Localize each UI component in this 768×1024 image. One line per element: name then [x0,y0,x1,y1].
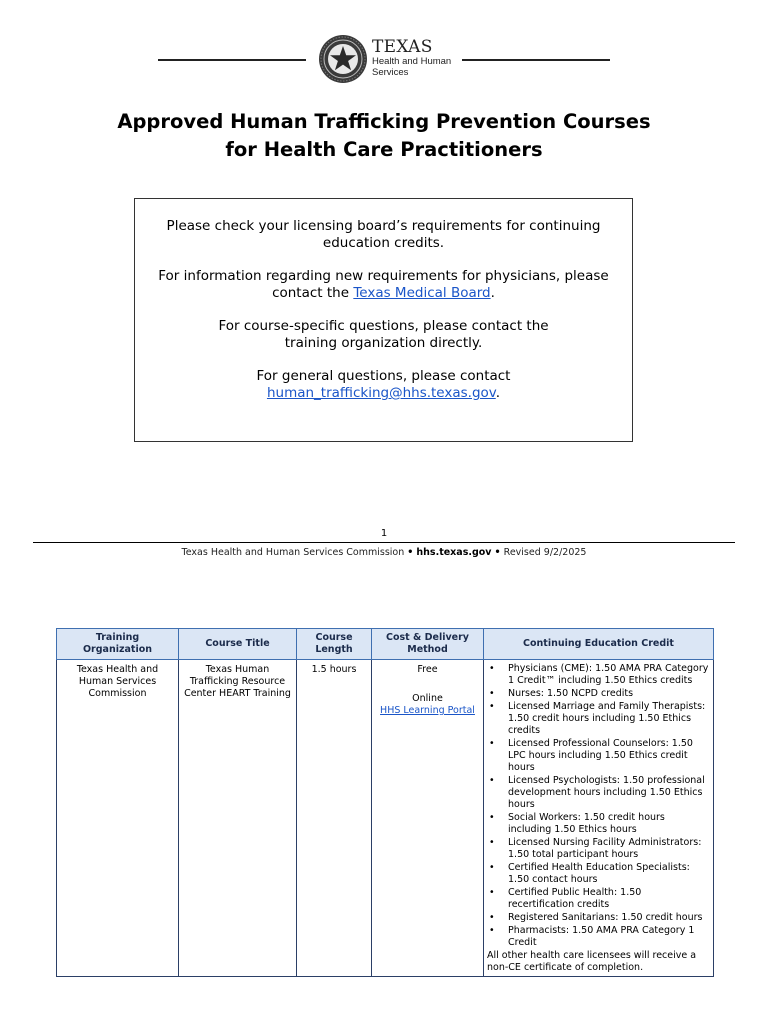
agency-logo [0,32,768,88]
header-course-length: Course Length [297,629,372,660]
texas-medical-board-link[interactable]: Texas Medical Board [353,285,491,301]
list-item: • Licensed Psychologists: 1.50 professional development hours including 1.50 Ethics hours [487,775,710,811]
info-course-note: For course-specific questions, please contact the training organization directly. [218,318,549,351]
footer-rule [33,542,735,543]
delivery-method: Online [412,693,443,704]
logo-wordmark [372,38,451,78]
texas-seal-icon [318,34,368,84]
table-header-row [57,629,714,660]
header-cost-delivery: Cost & Delivery Method [372,629,484,660]
list-item: • Physicians (CME): 1.50 AMA PRA Category 1 Credit™ including 1.50 Ethics credits [487,663,710,687]
logo-state: TEXAS [372,37,433,57]
list-item: • Nurses: 1.50 NCPD credits [487,688,710,700]
info-licensing-note: Please check your licensing board’s requirements for continuing education credits. [166,218,601,251]
list-item: • Registered Sanitarians: 1.50 credit hours [487,912,710,924]
cost-value: Free [417,664,438,675]
cell-organization: Texas Health and Human Services Commission [57,660,179,977]
footer-site: hhs.texas.gov [416,547,492,558]
logo-agency-line1: Health and Human [372,56,452,67]
page-footer: Texas Health and Human Services Commission • hhs.texas.gov • Revised 9/2/2025 [181,547,587,558]
table-row [57,660,714,977]
logo-agency-line2: Services [372,67,409,78]
footer-revised: Revised 9/2/2025 [503,547,587,558]
cell-ce-credit [484,660,714,977]
hhs-learning-portal-link[interactable]: HHS Learning Portal [380,705,475,716]
credit-note: All other health care licensees will receive a non-CE certificate of completion. [487,950,697,973]
list-item: • Certified Public Health: 1.50 recertification credits [487,887,710,911]
cell-cost-delivery [372,660,484,977]
header-ce-credit: Continuing Education Credit [484,629,714,660]
cell-course-length: 1.5 hours [297,660,372,977]
info-general-note: For general questions, please contact human_trafficking@hhs.texas.gov. [256,368,511,401]
page-title [0,108,768,164]
credit-list [487,663,710,949]
contact-email-link[interactable]: human_trafficking@hhs.texas.gov [266,385,496,401]
footer-agency: Texas Health and Human Services Commission [181,547,405,558]
list-item: • Licensed Marriage and Family Therapists: 1.50 credit hours including 1.50 Ethics credits [487,701,710,737]
list-item: • Licensed Nursing Facility Administrators: 1.50 total participant hours [487,837,710,861]
header-course-title: Course Title [179,629,297,660]
course-table [56,628,714,977]
page-number: 1 [380,528,388,539]
cell-course-title: Texas Human Trafficking Resource Center HEART Training [179,660,297,977]
list-item: • Certified Health Education Specialists: 1.50 contact hours [487,862,710,886]
title-line1: Approved Human Trafficking Prevention Courses [117,110,651,133]
info-box [134,198,633,442]
list-item: • Social Workers: 1.50 credit hours including 1.50 Ethics hours [487,812,710,836]
list-item: • Pharmacists: 1.50 AMA PRA Category 1 Credit [487,925,710,949]
info-physicians-text: For information regarding new requirements for physicians, please contact the [158,268,609,301]
info-physicians-note: For information regarding new requirements for physicians, please contact the Texas Medical Board. [158,268,609,301]
title-line2: for Health Care Practitioners [225,138,543,161]
logo-rule-right [462,59,610,61]
header-training-organization: Training Organization [57,629,179,660]
logo-rule-left [158,59,306,61]
list-item: • Licensed Professional Counselors: 1.50 LPC hours including 1.50 Ethics credit hours [487,738,710,774]
